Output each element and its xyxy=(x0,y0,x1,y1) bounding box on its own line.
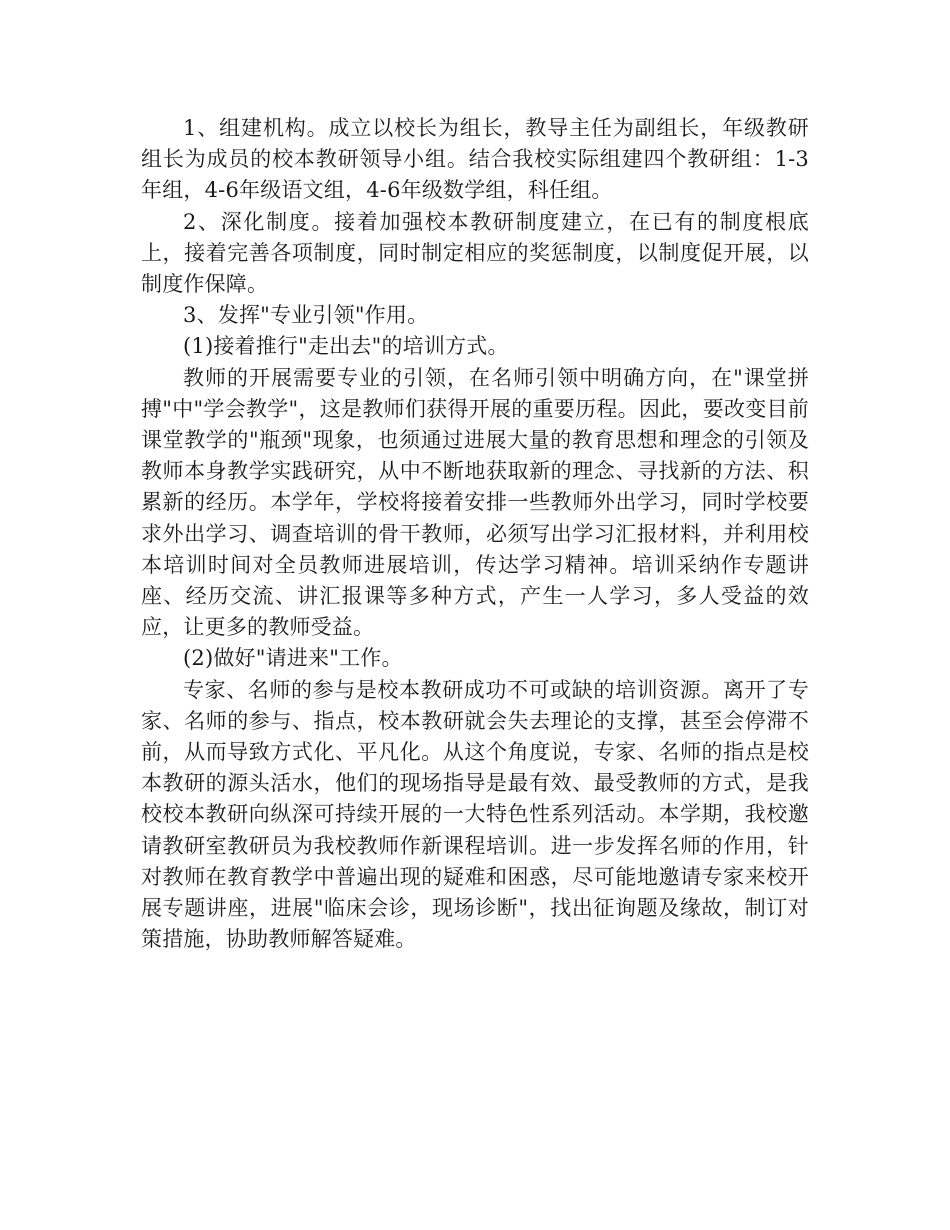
paragraph-invite-in-body: 专家、名师的参与是校本教研成功不可或缺的培训资源。离开了专家、名师的参与、指点，校本教研就会失去理论的支撑，甚至会停滞不前，从而导致方式化、平凡化。从这个角度说，专家、名师的指点是校本教研的源头活水，他们的现场指导是最有效、最受教师的方式，是我校校本教研向纵深可持续开展的一大特色性系列活动。本学期，我校邀请教研室教研员为我校教师作新课程培训。进一步发挥名师的作用，针对教师在教育教学中普遍出现的疑难和困惑，尽可能地邀请专家来校开展专题讲座，进展"临床会诊，现场诊断"，找出征询题及缘故，制订对策措施，协助教师解答疑难。 xyxy=(141,677,809,952)
paragraph-go-out-training-heading: (1)接着推行"走出去"的培训方式。 xyxy=(183,334,509,359)
paragraph-professional-guidance-heading: 3、发挥"专业引领"作用。 xyxy=(183,303,429,328)
paragraph-invite-in-heading: (2)做好"请进来"工作。 xyxy=(183,646,403,671)
document-page xyxy=(141,113,809,955)
paragraph-establish-organization: 1、组建机构。成立以校长为组长，教导主任为副组长，年级教研组长为成员的校本教研领导小组。结合我校实际组建四个教研组：1-3年组，4-6年级语文组，4-6年级数学组，科任组。 xyxy=(141,116,809,203)
paragraph-go-out-training-body: 教师的开展需要专业的引领，在名师引领中明确方向，在"课堂拼搏"中"学会教学"，这是教师们获得开展的重要历程。因此，要改变目前课堂教学的"瓶颈"现象，也须通过进展大量的教育思想和理念的引领及教师本身教学实践研究，从中不断地获取新的理念、寻找新的方法、积累新的经历。本学年，学校将接着安排一些教师外出学习，同时学校要求外出学习、调查培训的骨干教师，必须写出学习汇报材料，并利用校本培训时间对全员教师进展培训，传达学习精神。培训采纳作专题讲座、经历交流、讲汇报课等多种方式，产生一人学习，多人受益的效应，让更多的教师受益。 xyxy=(141,365,809,640)
paragraph-deepen-system: 2、深化制度。接着加强校本教研制度建立，在已有的制度根底上，接着完善各项制度，同时制定相应的奖惩制度，以制度促开展，以制度作保障。 xyxy=(141,209,809,297)
